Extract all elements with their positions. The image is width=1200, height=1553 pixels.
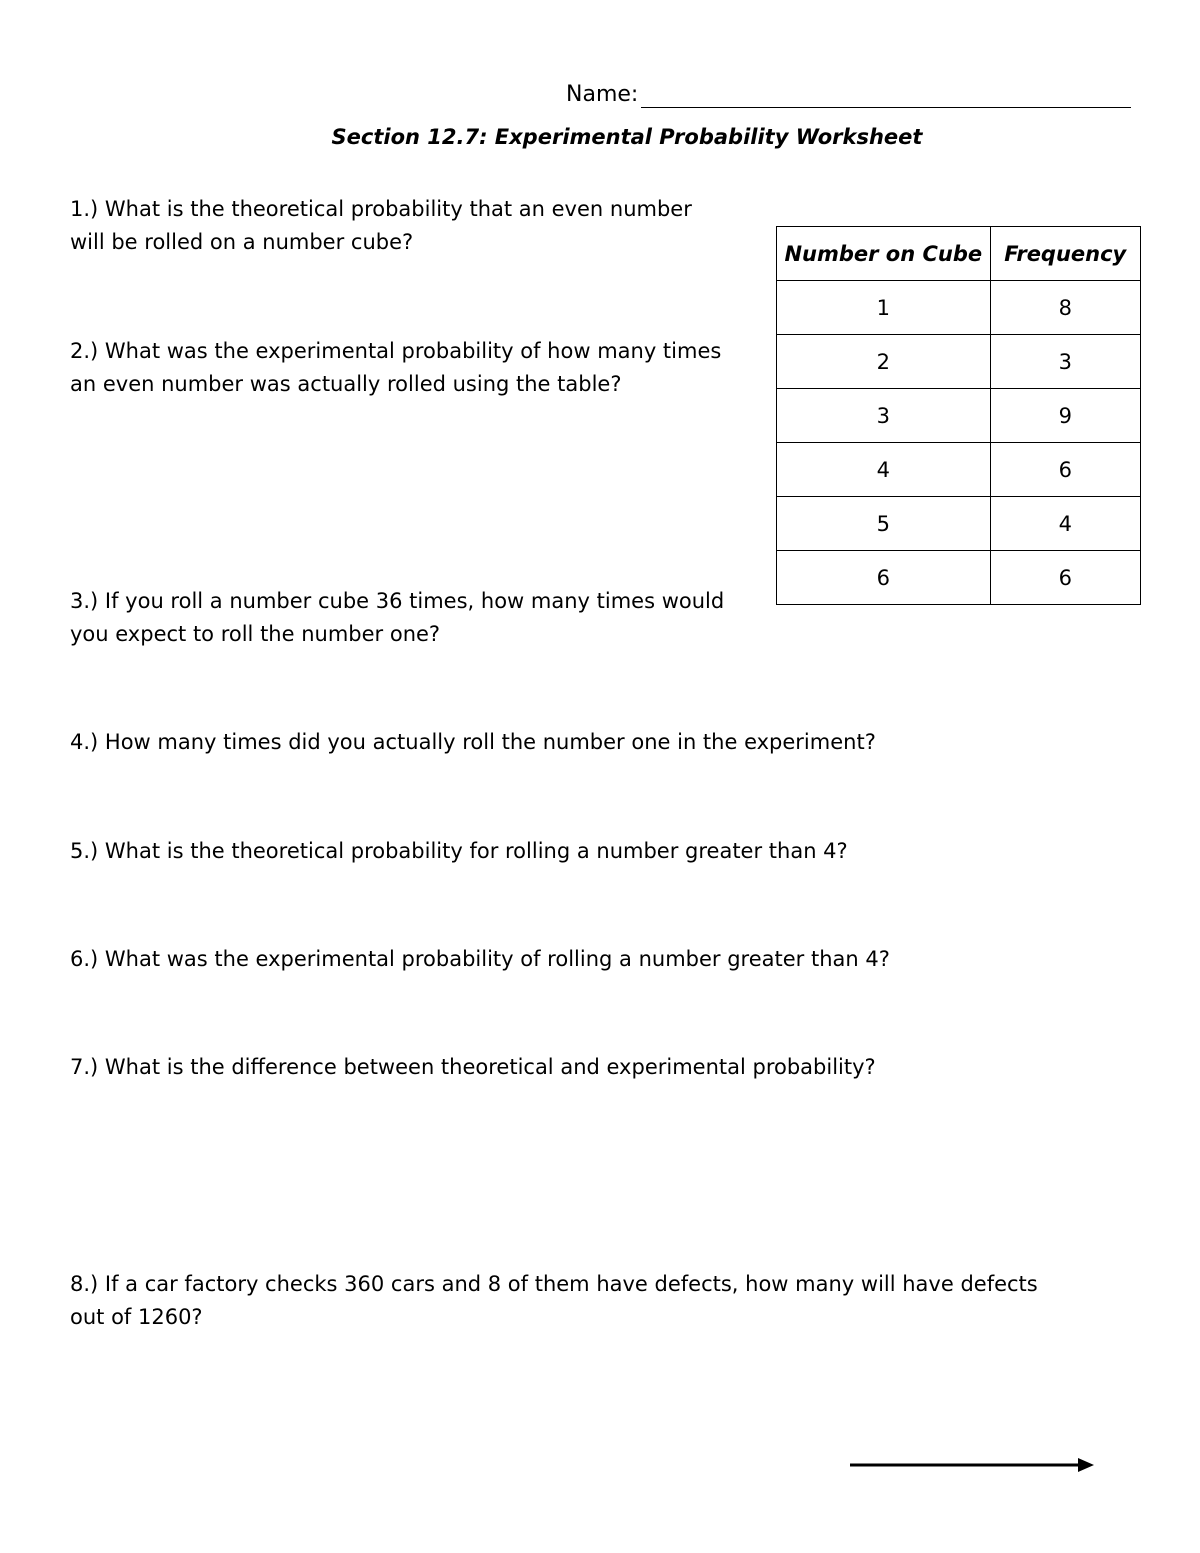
table-cell-number: 4 — [777, 443, 991, 497]
right-arrow-icon — [850, 1455, 1100, 1475]
frequency-table — [776, 226, 1141, 605]
question-8 — [70, 1268, 1038, 1334]
table-cell-number: 3 — [777, 389, 991, 443]
question-3-line-2: you expect to roll the number one? — [70, 622, 441, 646]
table-row — [777, 551, 1141, 605]
question-4 — [70, 726, 876, 759]
table-cell-frequency: 9 — [990, 389, 1140, 443]
question-8-line-2: out of 1260? — [70, 1305, 203, 1329]
table-header-row — [777, 227, 1141, 281]
question-5-line-1: 5.) What is the theoretical probability for rolling a number greater than 4? — [70, 839, 848, 863]
table-cell-number: 1 — [777, 281, 991, 335]
question-3-line-1: 3.) If you roll a number cube 36 times, how many times would — [70, 589, 725, 613]
question-2 — [70, 335, 721, 401]
name-field-line[interactable] — [641, 107, 1131, 108]
question-2-line-1: 2.) What was the experimental probability of how many times — [70, 339, 722, 363]
table-cell-frequency: 6 — [990, 551, 1140, 605]
table-row — [777, 443, 1141, 497]
question-4-line-1: 4.) How many times did you actually roll the number one in the experiment? — [70, 730, 876, 754]
table-row — [777, 335, 1141, 389]
question-6 — [70, 943, 890, 976]
table-row — [777, 389, 1141, 443]
question-7 — [70, 1051, 876, 1084]
column-header-number: Number on Cube — [777, 227, 991, 281]
question-2-line-2: an even number was actually rolled using the table? — [70, 372, 622, 396]
table-cell-number: 5 — [777, 497, 991, 551]
table-cell-number: 6 — [777, 551, 991, 605]
table-row — [777, 281, 1141, 335]
question-5 — [70, 835, 848, 868]
question-3 — [70, 585, 724, 651]
table-cell-number: 2 — [777, 335, 991, 389]
table-cell-frequency: 4 — [990, 497, 1140, 551]
name-label: Name: — [566, 82, 639, 107]
page-title: Section 12.7: Experimental Probability Worksheet — [331, 125, 923, 149]
table-cell-frequency: 6 — [990, 443, 1140, 497]
table-cell-frequency: 3 — [990, 335, 1140, 389]
question-8-line-1: 8.) If a car factory checks 360 cars and 8 of them have defects, how many will have defects — [70, 1272, 1038, 1296]
question-1 — [70, 193, 692, 259]
question-7-line-1: 7.) What is the difference between theoretical and experimental probability? — [70, 1055, 876, 1079]
question-1-line-2: will be rolled on a number cube? — [70, 230, 414, 254]
question-1-line-1: 1.) What is the theoretical probability that an even number — [70, 197, 692, 221]
column-header-frequency: Frequency — [990, 227, 1140, 281]
table-row — [777, 497, 1141, 551]
question-6-line-1: 6.) What was the experimental probability of rolling a number greater than 4? — [70, 947, 890, 971]
table-cell-frequency: 8 — [990, 281, 1140, 335]
